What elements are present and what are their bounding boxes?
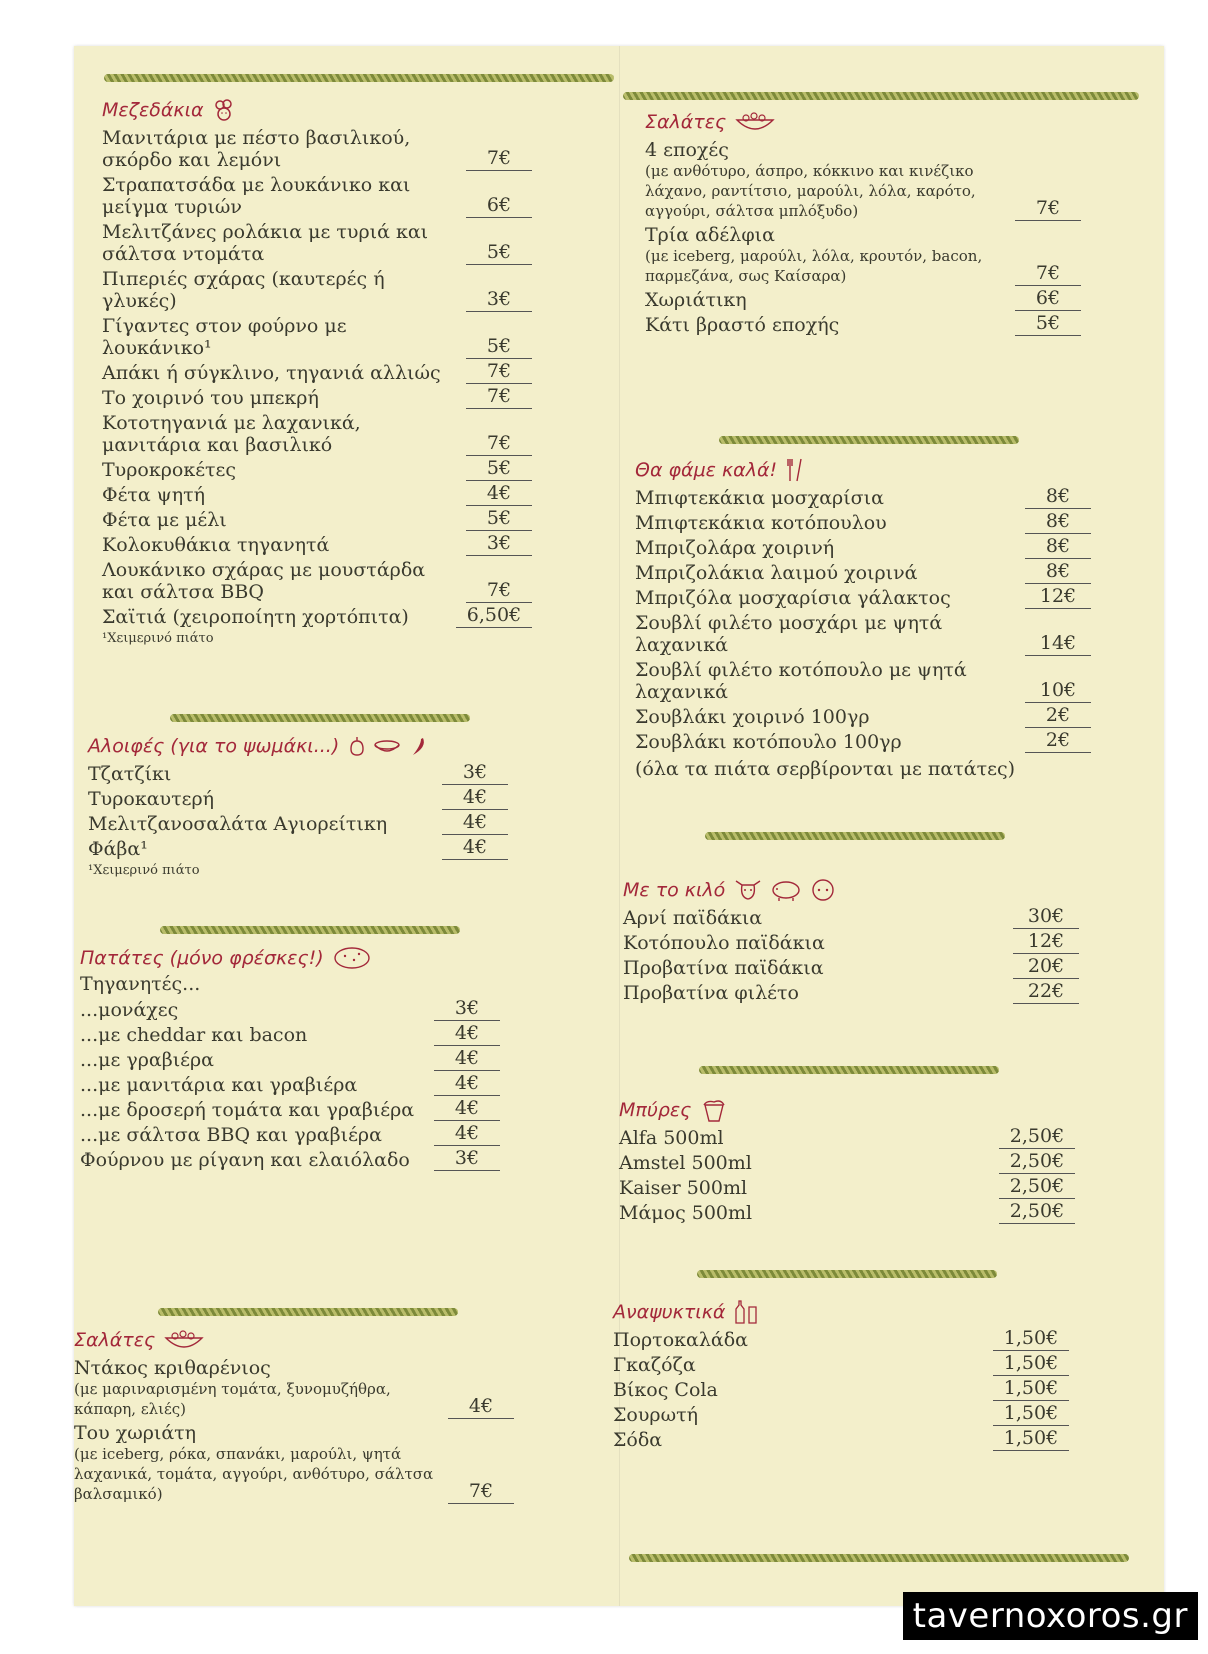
menu-item xyxy=(74,1357,514,1419)
beers-list xyxy=(619,1127,1085,1224)
menu-item xyxy=(619,1202,1075,1224)
menu-item-name: Φέτα με μέλι xyxy=(102,509,227,531)
potatoes-intro: Τηγανητές... xyxy=(80,973,201,995)
menu-item-price: 7€ xyxy=(1015,261,1081,286)
menu-item-price: 3€ xyxy=(434,996,500,1021)
menu-item xyxy=(613,1429,1069,1451)
menu-item xyxy=(635,706,1091,728)
menu-item-name: Σουβλί φιλέτο μοσχάρι με ψητά λαχανικά xyxy=(635,612,943,656)
menu-item-name: Τρία αδέλφια xyxy=(645,224,775,246)
menu-item-name: 4 εποχές xyxy=(645,139,729,161)
salad-bowl-icon xyxy=(734,110,776,134)
menu-item-price: 2,50€ xyxy=(999,1149,1075,1174)
menu-item xyxy=(613,1379,1069,1401)
rope-divider xyxy=(160,926,460,934)
menu-item-price: 8€ xyxy=(1025,484,1091,509)
menu-item-name: Φάβα¹ xyxy=(88,838,148,860)
menu-item xyxy=(102,268,532,312)
section-title xyxy=(619,1096,1085,1124)
menu-item xyxy=(102,174,532,218)
rope-divider xyxy=(104,74,614,82)
section-title xyxy=(88,732,550,760)
menu-item-price: 4€ xyxy=(434,1121,500,1146)
menu-item-price: 4€ xyxy=(448,1394,514,1419)
menu-item xyxy=(635,659,1091,703)
menu-item-name: Σουβλάκι κοτόπουλο 100γρ xyxy=(635,731,902,753)
beer-icon xyxy=(699,1097,729,1123)
menu-item-name: Μανιτάρια με πέστο βασιλικού, σκόρδο και λεμόνι xyxy=(102,127,411,171)
menu-item xyxy=(102,459,532,481)
menu-item xyxy=(635,562,1091,584)
menu-item-price: 2,50€ xyxy=(999,1199,1075,1224)
menu-item-price: 22€ xyxy=(1013,979,1079,1004)
menu-item-name: Πιπεριές σχάρας (καυτερές ή γλυκές) xyxy=(102,268,385,312)
menu-item-name: Τζατζίκι xyxy=(88,763,172,785)
potato-icon xyxy=(332,945,372,971)
menu-item-name: Προβατίνα παϊδάκια xyxy=(623,957,824,979)
menu-item-price: 6€ xyxy=(1015,286,1081,311)
menu-item xyxy=(102,127,532,171)
menu-item-price: 4€ xyxy=(434,1046,500,1071)
menu-item-name: Σόδα xyxy=(613,1429,663,1451)
menu-item xyxy=(619,1127,1075,1149)
menu-item-name: Βίκος Cola xyxy=(613,1379,718,1401)
menu-item-price: 5€ xyxy=(1015,311,1081,336)
section-title xyxy=(645,108,1111,136)
menu-item xyxy=(619,1152,1075,1174)
menu-item-price: 7€ xyxy=(466,578,532,603)
section-kilo xyxy=(623,876,1089,1004)
menu-item-price: 3€ xyxy=(466,531,532,556)
menu-item xyxy=(635,587,1091,609)
menu-item xyxy=(102,315,532,359)
pepper-icon xyxy=(407,735,429,757)
watermark: tavernoxoros.gr xyxy=(903,1592,1198,1640)
menu-item-name: ...με μανιτάρια και γραβιέρα xyxy=(80,1074,358,1096)
menu-item xyxy=(635,612,1091,656)
menu-item-price: 1,50€ xyxy=(993,1376,1069,1401)
menu-item-name: Μπιφτεκάκια κοτόπουλου xyxy=(635,512,887,534)
rope-divider xyxy=(719,436,1019,444)
menu-item-price: 4€ xyxy=(466,481,532,506)
menu-item xyxy=(88,763,508,785)
menu-item xyxy=(623,957,1079,979)
menu-item xyxy=(88,788,508,810)
section-beers xyxy=(619,1096,1085,1224)
meze-list xyxy=(102,127,562,628)
menu-item-price: 12€ xyxy=(1025,584,1091,609)
menu-item xyxy=(613,1329,1069,1351)
menu-item-price: 7€ xyxy=(466,384,532,409)
menu-item xyxy=(102,221,532,265)
menu-item-price: 2,50€ xyxy=(999,1124,1075,1149)
garlic-icon xyxy=(347,735,367,757)
menu-item-price: 6,50€ xyxy=(456,603,532,628)
menu-item-name: Alfa 500ml xyxy=(619,1127,724,1149)
dips-list xyxy=(88,763,550,860)
menu-item-price: 2,50€ xyxy=(999,1174,1075,1199)
menu-item-name: Amstel 500ml xyxy=(619,1152,752,1174)
cutlery-icon xyxy=(785,457,807,483)
menu-item-price: 3€ xyxy=(434,1146,500,1171)
section-title xyxy=(623,876,1089,904)
menu-item-name: Απάκι ή σύγκλινο, τηγανιά αλλιώς xyxy=(102,362,441,384)
section-title xyxy=(635,456,1101,484)
menu-item-price: 8€ xyxy=(1025,509,1091,534)
menu-item-price: 5€ xyxy=(466,506,532,531)
menu-item-price: 4€ xyxy=(434,1096,500,1121)
menu-item-description: (με iceberg, μαρούλι, λόλα, κρουτόν, bacon, παρμεζάνα, σως Καίσαρα) xyxy=(645,247,983,285)
menu-item-price: 4€ xyxy=(442,810,508,835)
section-title-text: Σαλάτες xyxy=(74,1329,156,1351)
menu-item xyxy=(102,509,532,531)
menu-item-name: Τυροκροκέτες xyxy=(102,459,237,481)
menu-item-price: 7€ xyxy=(448,1479,514,1504)
bottle-icon xyxy=(733,1299,759,1325)
menu-item-name: Γκαζόζα xyxy=(613,1354,696,1376)
menu-item-name: Γίγαντες στον φούρνο με λουκάνικο¹ xyxy=(102,315,347,359)
potatoes-list xyxy=(80,999,542,1171)
section-mains xyxy=(635,456,1101,781)
menu-item-price: 10€ xyxy=(1025,678,1091,703)
menu-item-name: Σουβλί φιλέτο κοτόπουλο με ψητά λαχανικά xyxy=(635,659,967,703)
menu-item-name: Φούρνου με ρίγανη και ελαιόλαδο xyxy=(80,1149,410,1171)
menu-item-name: Του χωριάτη xyxy=(74,1422,197,1444)
menu-item xyxy=(88,813,508,835)
menu-item xyxy=(635,487,1091,509)
menu-page xyxy=(74,46,1164,1606)
menu-item-name: Κοτοτηγανιά με λαχανικά, μανιτάρια και βασιλικό xyxy=(102,412,361,456)
section-title-text: Σαλάτες xyxy=(645,111,727,133)
menu-item-name: Μπιφτεκάκια μοσχαρίσια xyxy=(635,487,884,509)
menu-item-price: 5€ xyxy=(466,240,532,265)
section-title-text: Μπύρες xyxy=(619,1099,692,1121)
menu-item-name: Μάμος 500ml xyxy=(619,1202,753,1224)
menu-item-price: 3€ xyxy=(466,287,532,312)
menu-item xyxy=(645,139,1081,221)
menu-item xyxy=(635,537,1091,559)
footnote: ¹Χειμερινό πιάτο xyxy=(102,631,214,646)
section-title xyxy=(613,1298,1079,1326)
menu-item xyxy=(645,314,1081,336)
footnote: ¹Χειμερινό πιάτο xyxy=(88,863,200,878)
rope-divider xyxy=(158,1308,458,1316)
menu-item-price: 3€ xyxy=(442,760,508,785)
menu-item-name: Μπριζόλα μοσχαρίσια γάλακτος xyxy=(635,587,951,609)
menu-item-price: 7€ xyxy=(466,146,532,171)
menu-item-price: 7€ xyxy=(466,359,532,384)
menu-item xyxy=(80,1024,500,1046)
menu-item xyxy=(80,1149,500,1171)
section-soft-drinks xyxy=(613,1298,1079,1451)
menu-item-price: 4€ xyxy=(442,785,508,810)
menu-item-description: (με μαριναρισμένη τομάτα, ξυνομυζήθρα, κάπαρη, ελιές) xyxy=(74,1380,391,1418)
sheep-icon xyxy=(809,877,837,903)
mains-list xyxy=(635,487,1101,753)
menu-item xyxy=(623,932,1079,954)
section-title xyxy=(102,96,562,124)
kilo-list xyxy=(623,907,1089,1004)
soft-list xyxy=(613,1329,1079,1451)
menu-item xyxy=(102,559,532,603)
section-title-text: Αλοιφές (για το ψωμάκι...) xyxy=(88,735,340,757)
bowl-icon xyxy=(373,737,401,755)
menu-item xyxy=(645,224,1081,286)
section-meze xyxy=(102,96,562,648)
menu-item-name: Ντάκος κριθαρένιος xyxy=(74,1357,271,1379)
menu-item-name: Λουκάνικο σχάρας με μουστάρδα και σάλτσα BBQ xyxy=(102,559,426,603)
menu-item-price: 5€ xyxy=(466,456,532,481)
menu-item xyxy=(635,731,1091,753)
menu-item-price: 8€ xyxy=(1025,559,1091,584)
section-title xyxy=(80,944,542,972)
section-title-text: Με το κιλό xyxy=(623,879,726,901)
menu-item-name: Σουρωτή xyxy=(613,1404,698,1426)
menu-item-name: Κοτόπουλο παϊδάκια xyxy=(623,932,825,954)
menu-item xyxy=(623,982,1079,1004)
menu-item xyxy=(102,534,532,556)
menu-item-name: Στραπατσάδα με λουκάνικο και μείγμα τυριών xyxy=(102,174,411,218)
menu-item-price: 2€ xyxy=(1025,703,1091,728)
menu-item-price: 1,50€ xyxy=(993,1326,1069,1351)
menu-item xyxy=(80,1074,500,1096)
salads-right-list xyxy=(645,139,1111,336)
rope-divider xyxy=(629,1554,1129,1562)
menu-item-name: Μελιτζανοσαλάτα Αγιορείτικη xyxy=(88,813,388,835)
menu-item-name: Χωριάτικη xyxy=(645,289,747,311)
menu-item-price: 6€ xyxy=(466,193,532,218)
menu-item xyxy=(102,412,532,456)
menu-item-name: ...με γραβιέρα xyxy=(80,1049,214,1071)
menu-item-name: Φέτα ψητή xyxy=(102,484,205,506)
menu-item xyxy=(613,1354,1069,1376)
menu-item-name: Σαϊτιά (χειροποίητη χορτόπιτα) xyxy=(102,606,409,628)
chef-icon xyxy=(212,98,236,122)
menu-item-name: Αρνί παϊδάκια xyxy=(623,907,763,929)
menu-item-price: 1,50€ xyxy=(993,1401,1069,1426)
menu-item-price: 7€ xyxy=(1015,196,1081,221)
menu-item-price: 12€ xyxy=(1013,929,1079,954)
section-salads-left xyxy=(74,1326,544,1504)
menu-item-name: Πορτοκαλάδα xyxy=(613,1329,748,1351)
menu-item-name: Προβατίνα φιλέτο xyxy=(623,982,799,1004)
mains-footnote: (όλα τα πιάτα σερβίρονται με πατάτες) xyxy=(635,758,1015,780)
menu-item xyxy=(74,1422,514,1504)
menu-item xyxy=(80,1049,500,1071)
rope-divider xyxy=(705,832,1005,840)
menu-item xyxy=(613,1404,1069,1426)
menu-item-price: 1,50€ xyxy=(993,1426,1069,1451)
section-title-text: Αναψυκτικά xyxy=(613,1301,726,1323)
menu-item-price: 30€ xyxy=(1013,904,1079,929)
rope-divider xyxy=(697,1270,997,1278)
section-potatoes xyxy=(80,944,542,1171)
menu-item xyxy=(80,1099,500,1121)
rope-divider xyxy=(170,714,470,722)
menu-item-name: Τυροκαυτερή xyxy=(88,788,214,810)
menu-item-price: 20€ xyxy=(1013,954,1079,979)
menu-item-price: 1,50€ xyxy=(993,1351,1069,1376)
menu-item-name: Το χοιρινό του μπεκρή xyxy=(102,387,319,409)
menu-item-name: Kaiser 500ml xyxy=(619,1177,748,1199)
pig-icon xyxy=(769,878,803,902)
right-column xyxy=(613,46,1164,1606)
menu-item-description: (με ανθότυρο, άσπρο, κόκκινο και κινέζικο λάχανο, ραντίτσιο, μαρούλι, λόλα, καρότο, αγγούρι, σάλτσα μπλόξυδο) xyxy=(645,162,976,220)
menu-item xyxy=(635,512,1091,534)
menu-item-name: Κολοκυθάκια τηγανητά xyxy=(102,534,330,556)
menu-item-name: ...με cheddar και bacon xyxy=(80,1024,308,1046)
menu-item-price: 14€ xyxy=(1025,631,1091,656)
rope-divider xyxy=(699,1066,999,1074)
menu-item-price: 4€ xyxy=(442,835,508,860)
menu-item-price: 2€ xyxy=(1025,728,1091,753)
rope-divider xyxy=(623,92,1139,100)
menu-item xyxy=(102,484,532,506)
menu-item-price: 5€ xyxy=(466,334,532,359)
menu-item-name: Μπριζολάκια λαιμού χοιρινά xyxy=(635,562,918,584)
menu-item-name: Κάτι βραστό εποχής xyxy=(645,314,840,336)
menu-item xyxy=(102,606,532,628)
cow-icon xyxy=(733,877,763,903)
menu-item-price: 7€ xyxy=(466,431,532,456)
menu-item xyxy=(645,289,1081,311)
menu-item-name: ...με δροσερή τομάτα και γραβιέρα xyxy=(80,1099,415,1121)
menu-item xyxy=(623,907,1079,929)
menu-item-price: 4€ xyxy=(434,1071,500,1096)
menu-item-name: Μπριζολάρα χοιρινή xyxy=(635,537,835,559)
menu-item xyxy=(102,362,532,384)
menu-item xyxy=(619,1177,1075,1199)
menu-item xyxy=(88,838,508,860)
section-title xyxy=(74,1326,544,1354)
menu-item-name: ...μονάχες xyxy=(80,999,179,1021)
menu-item-name: Σουβλάκι χοιρινό 100γρ xyxy=(635,706,870,728)
menu-item xyxy=(80,999,500,1021)
menu-item xyxy=(102,387,532,409)
menu-item xyxy=(80,1124,500,1146)
menu-item-price: 4€ xyxy=(434,1021,500,1046)
menu-item-description: (με iceberg, ρόκα, σπανάκι, μαρούλι, ψητά λαχανικά, τομάτα, αγγούρι, ανθότυρο, σάλτσα βαλσαμικό) xyxy=(74,1445,434,1503)
section-dips xyxy=(88,732,550,880)
left-column xyxy=(74,46,619,1606)
salads-left-list xyxy=(74,1357,544,1504)
menu-item-name: ...με σάλτσα BBQ και γραβιέρα xyxy=(80,1124,382,1146)
section-title-text: Πατάτες (μόνο φρέσκες!) xyxy=(80,947,324,969)
section-title-text: Θα φάμε καλά! xyxy=(635,459,778,481)
section-title-text: Μεζεδάκια xyxy=(102,99,204,121)
salad-bowl-icon xyxy=(163,1328,205,1352)
menu-item-price: 8€ xyxy=(1025,534,1091,559)
menu-item-name: Μελιτζάνες ρολάκια με τυριά και σάλτσα ντομάτα xyxy=(102,221,429,265)
section-salads-right xyxy=(645,108,1111,336)
